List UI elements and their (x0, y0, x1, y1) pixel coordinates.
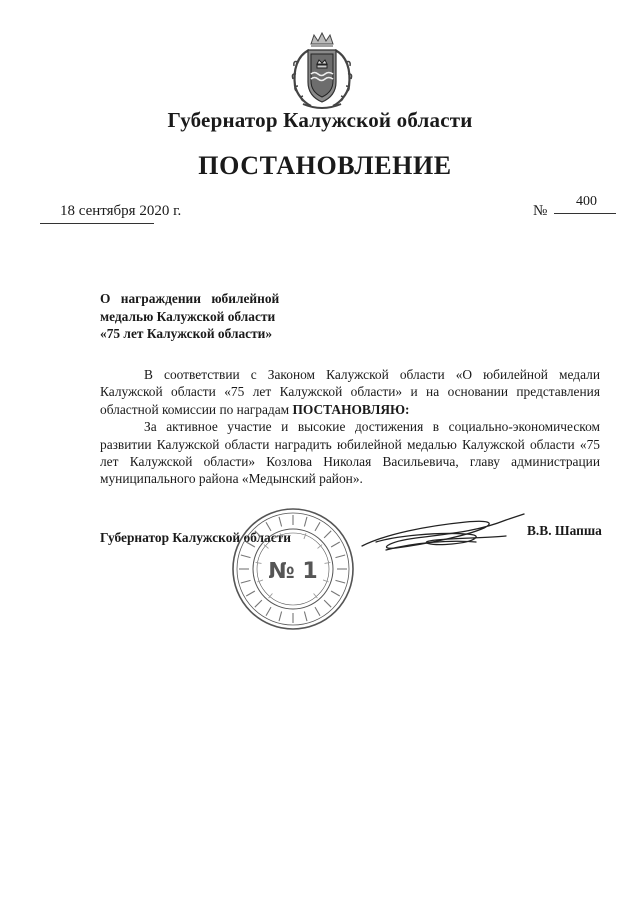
number-sign: № (533, 203, 548, 219)
document-date: 18 сентября 2020 г. (60, 203, 182, 219)
subject-line: О награждении юбилейной (100, 291, 280, 306)
body-text: В соответствии с Законом Калужской области «О юбилейной медали Калужской области «75 лет Калужской области» и на основании представления областной комиссии по наградам (100, 367, 600, 417)
official-seal-icon (230, 506, 356, 632)
number-underline (554, 213, 616, 214)
coat-of-arms-icon (289, 30, 355, 112)
date-underline (40, 223, 154, 224)
subject-line: «75 лет Калужской области» (100, 326, 273, 341)
signatory-title: Губернатор Калужской области (100, 530, 291, 545)
seal-number: № 1 (268, 559, 318, 584)
document-subject (100, 290, 300, 343)
resolution-keyword: ПОСТАНОВЛЯЮ: (292, 401, 410, 417)
handwritten-signature (356, 512, 528, 562)
subject-line: медалью Калужской области (100, 308, 276, 324)
signatory-name: В.В. Шапша (527, 523, 602, 538)
body-paragraph: За активное участие и высокие достижения в социально-экономическом развитии Калужской области наградить юбилейной медалью Калужской области «75 лет Калужской области» Козлова Николая Васильевича, главу администрации муниципального района «Медынский район». (100, 419, 600, 487)
body-paragraph (100, 366, 600, 418)
issuer-title: Губернатор Калужской области (167, 108, 473, 132)
document-type: ПОСТАНОВЛЕНИЕ (198, 151, 452, 180)
document-number: 400 (576, 194, 597, 209)
document-body (100, 366, 600, 488)
